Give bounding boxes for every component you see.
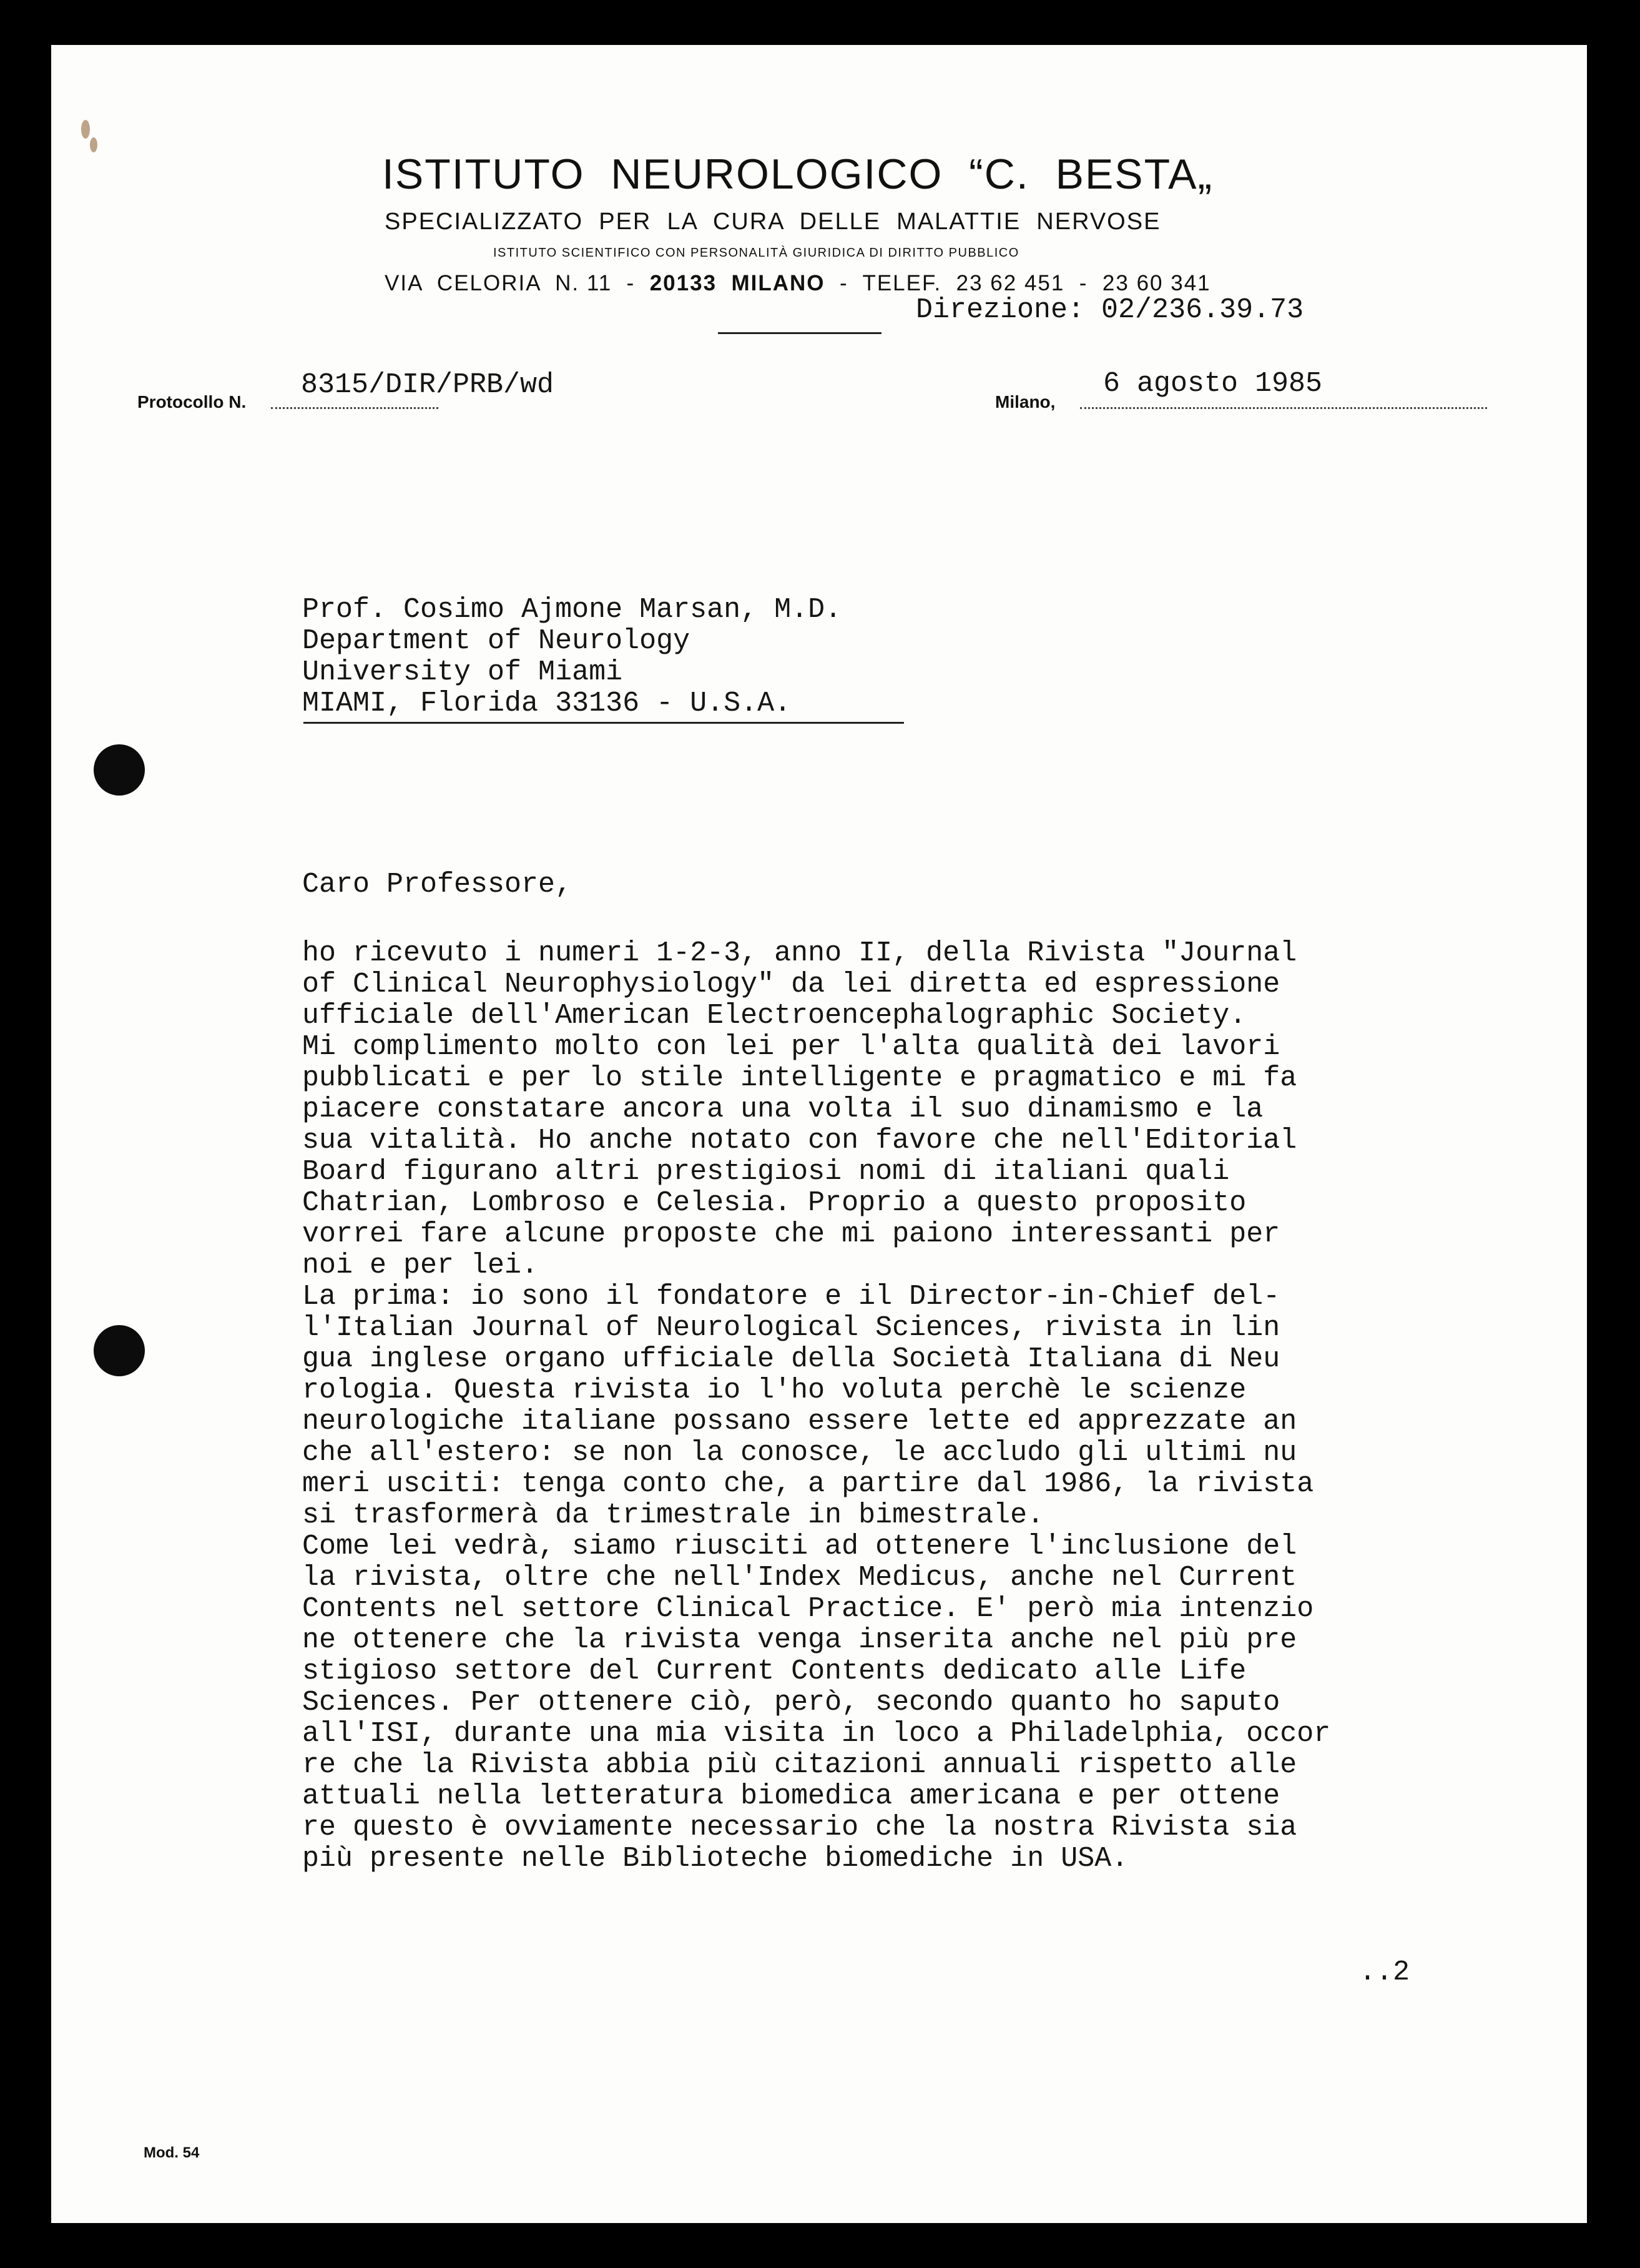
body-line: noi e per lei. <box>302 1250 539 1281</box>
punch-hole-top <box>94 744 145 796</box>
salutation: Caro Professore, <box>302 869 572 900</box>
body-line: pubblicati e per lo stile intelligente e pragmatico e mi fa <box>302 1062 1297 1094</box>
body-line: la rivista, oltre che nell'Index Medicus, anche nel Current <box>302 1562 1297 1594</box>
body-line: stigioso settore del Current Contents dedicato alle Life <box>302 1655 1247 1687</box>
body-line: ho ricevuto i numeri 1-2-3, anno II, della Rivista "Journal <box>302 937 1297 969</box>
protocol-number: 8315/DIR/PRB/wd <box>301 369 554 401</box>
direzione-phone: Direzione: 02/236.39.73 <box>916 294 1304 326</box>
body-line: re questo è ovviamente necessario che la nostra Rivista sia <box>302 1812 1297 1843</box>
body-line: ufficiale dell'American Electroencephalographic Society. <box>302 1000 1247 1032</box>
recipient-name: Prof. Cosimo Ajmone Marsan, M.D. <box>302 594 842 626</box>
institute-status: ISTITUTO SCIENTIFICO CON PERSONALITÀ GIURIDICA DI DIRITTO PUBBLICO <box>493 246 1019 260</box>
page-continuation: ..2 <box>1359 1956 1410 1988</box>
body-line: all'ISI, durante una mia visita in loco a Philadelphia, occor <box>302 1718 1331 1750</box>
body-line: neurologiche italiane possano essere lette ed apprezzate an <box>302 1406 1297 1437</box>
body-line: Board figurano altri prestigiosi nomi di italiani quali <box>302 1156 1230 1188</box>
body-line: rologia. Questa rivista io l'ho voluta perchè le scienze <box>302 1374 1247 1406</box>
body-line: re che la Rivista abbia più citazioni annuali rispetto alle <box>302 1749 1297 1781</box>
letter-date: 6 agosto 1985 <box>1103 368 1323 400</box>
body-line: che all'estero: se non la conosce, le accludo gli ultimi nu <box>302 1437 1297 1469</box>
body-line: ne ottenere che la rivista venga inserita anche nel più pre <box>302 1624 1297 1656</box>
letter-body <box>302 938 1330 1875</box>
institute-address: VIA CELORIA N. 11 - 20133 MILANO - TELEF. 23 62 451 - 23 60 341 <box>385 271 1211 295</box>
body-line: piacere constatare ancora una volta il suo dinamismo e la <box>302 1093 1264 1125</box>
body-line: Mi complimento molto con lei per l'alta qualità dei lavori <box>302 1031 1280 1063</box>
body-line: attuali nella letteratura biomedica americana e per ottene <box>302 1780 1280 1812</box>
body-line: La prima: io sono il fondatore e il Director-in-Chief del- <box>302 1281 1280 1313</box>
body-line: più presente nelle Biblioteche biomediche in USA. <box>302 1843 1129 1875</box>
body-line: l'Italian Journal of Neurological Sciences, rivista in lin <box>302 1312 1280 1344</box>
protocol-dotted-line <box>271 407 438 409</box>
rust-stain <box>81 120 90 139</box>
recipient-university: University of Miami <box>302 656 623 688</box>
form-code: Mod. 54 <box>144 2144 200 2161</box>
punch-hole-bottom <box>94 1325 145 1376</box>
institute-name: ISTITUTO NEUROLOGICO “C. BESTA„ <box>382 150 1214 198</box>
body-line: of Clinical Neurophysiology" da lei diretta ed espressione <box>302 969 1280 1000</box>
recipient-underline <box>303 722 904 724</box>
rust-stain <box>90 137 97 152</box>
recipient-city: MIAMI, Florida 33136 - U.S.A. <box>302 688 792 719</box>
body-line: Sciences. Per ottenere ciò, però, secondo quanto ho saputo <box>302 1687 1280 1718</box>
body-line: meri usciti: tenga conto che, a partire dal 1986, la rivista <box>302 1468 1314 1500</box>
body-line: si trasformerà da trimestrale in bimestrale. <box>302 1499 1044 1531</box>
body-line: Come lei vedrà, siamo riusciti ad ottenere l'inclusione del <box>302 1531 1297 1562</box>
body-line: gua inglese organo ufficiale della Società Italiana di Neu <box>302 1343 1280 1375</box>
date-dotted-line <box>1080 407 1487 409</box>
body-line: Chatrian, Lombroso e Celesia. Proprio a questo proposito <box>302 1187 1247 1219</box>
date-label: Milano, <box>995 392 1056 412</box>
recipient-department: Department of Neurology <box>302 625 690 657</box>
institute-specialization: SPECIALIZZATO PER LA CURA DELLE MALATTIE NERVOSE <box>385 209 1161 235</box>
letter-page <box>51 45 1587 2223</box>
body-line: Contents nel settore Clinical Practice. E' però mia intenzio <box>302 1593 1314 1625</box>
protocol-label: Protocollo N. <box>137 392 247 412</box>
direzione-underline <box>718 332 881 334</box>
body-line: vorrei fare alcune proposte che mi paiono interessanti per <box>302 1218 1280 1250</box>
body-line: sua vitalità. Ho anche notato con favore che nell'Editorial <box>302 1125 1297 1156</box>
